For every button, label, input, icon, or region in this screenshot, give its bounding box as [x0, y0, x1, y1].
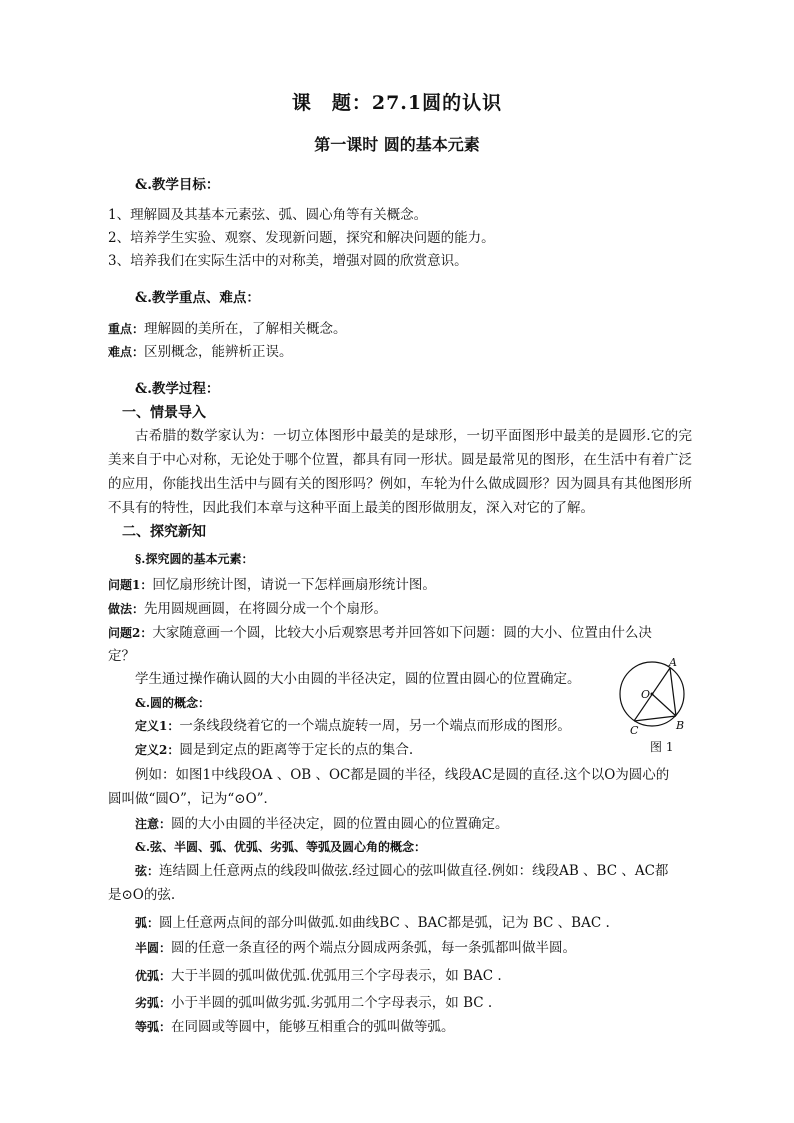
major-arc-line: [135, 967, 502, 985]
hard-point-label: 难点：: [108, 345, 145, 359]
definition-1-label: 定义1：: [135, 719, 180, 733]
chord-label: 弦：: [135, 864, 160, 878]
definition-1-line: [135, 717, 571, 735]
figure-caption: 图 1: [650, 740, 674, 754]
keypoints-heading: &.教学重点、难点：: [135, 290, 260, 306]
chord-text: 连结圆上任意两点的线段叫做弦.经过圆心的弦叫做直径.例如：线段AB 、BC 、AC都: [159, 863, 669, 879]
minor-arc-label: 劣弧：: [135, 996, 172, 1010]
question-2-label: 问题2：: [108, 626, 153, 640]
page-title: 课 题：27.1圆的认识: [291, 92, 503, 114]
arc-text: 圆上任意两点间的部分叫做弧.如曲线BC 、BAC都是弧，记为 BC 、BAC .: [159, 915, 610, 931]
point-o-label: O: [641, 688, 651, 701]
note-label: 注意：: [135, 817, 172, 831]
equal-arc-label: 等弧：: [135, 1020, 172, 1034]
method-line: [108, 600, 387, 618]
question-2-line: [108, 624, 652, 642]
point-b-label: B: [676, 719, 685, 732]
example-line-1: 例如：如图1中线段OA 、OB 、OC都是圆的半径，线段AC是圆的直径.这个以O为圆心的: [135, 767, 670, 783]
question-2-text: 大家随意画一个圆，比较大小后观察思考并回答如下问题：圆的大小、位置由什么决: [152, 625, 652, 641]
point-c-label: C: [630, 724, 639, 737]
semicircle-label: 半圆：: [135, 941, 172, 955]
equal-arc-line: [135, 1018, 455, 1036]
point-a-label: A: [669, 656, 677, 669]
equal-arc-text: 在同圆或等圆中，能够互相重合的弧叫做等弧。: [171, 1019, 455, 1035]
process-heading: &.教学过程：: [135, 381, 220, 397]
goal-item-2: 2、培养学生实验、观察、发现新问题，探究和解决问题的能力。: [108, 230, 495, 246]
method-text: 先用圆规画圆，在将圆分成一个个扇形。: [144, 601, 388, 617]
goal-item-3: 3、培养我们在实际生活中的对称美，增强对圆的欣赏意识。: [108, 253, 468, 269]
note-line: [135, 815, 509, 833]
students-text: 学生通过操作确认圆的大小由圆的半径决定，圆的位置由圆心的位置确定。: [135, 671, 581, 687]
center-point: [651, 693, 654, 696]
chord-ab: [670, 668, 676, 716]
goals-heading: &.教学目标：: [135, 177, 220, 193]
definition-1-text: 一条线段绕着它的一个端点旋转一周，另一个端点而形成的图形。: [179, 718, 571, 734]
semicircle-line: [135, 939, 576, 957]
major-arc-label: 优弧：: [135, 969, 172, 983]
minor-arc-line: [135, 994, 492, 1012]
goal-item-1: 1、理解圆及其基本元素弦、弧、圆心角等有关概念。: [108, 207, 428, 223]
hard-point-text: 区别概念，能辨析正误。: [144, 344, 293, 360]
intro-paragraph: 古希腊的数学家认为：一切立体图形中最美的是球形，一切平面图形中最美的是圆形.它的完美来自于中心对称，无论处于哪个位置，都具有同一形状。圆是最常见的图形，在生活中有着广泛的应用，你能找出生活中与圆有关的图形吗？例如，车轮为什么做成圆形？因为圆具有其他图形所不具有的特性，因此我们本章与这种平面上最美的图形做朋友，深入对它的了解。: [108, 428, 692, 516]
arc-label: 弧：: [135, 916, 160, 930]
question-1-line: [108, 576, 436, 594]
definition-2-line: [135, 741, 413, 759]
method-label: 做法：: [108, 602, 145, 616]
minor-arc-text: 小于半圆的弧叫做劣弧.劣弧用二个字母表示，如 BC .: [171, 995, 493, 1011]
chord-continued: 是⊙O的弦.: [108, 887, 176, 903]
question-1-label: 问题1：: [108, 578, 153, 592]
key-point-text: 理解圆的美所在，了解相关概念。: [144, 321, 347, 337]
concept-heading: &.圆的概念：: [135, 696, 211, 710]
chord-line: [135, 862, 668, 880]
hard-point-line: [108, 343, 293, 361]
note-text: 圆的大小由圆的半径决定，圆的位置由圆心的位置确定。: [171, 816, 509, 832]
section-intro-heading: 一、情景导入: [122, 405, 206, 421]
radius-ob: [652, 694, 676, 716]
major-arc-text: 大于半圆的弧叫做优弧.优弧用三个字母表示，如 BAC .: [171, 968, 502, 984]
definition-2-label: 定义2：: [135, 743, 180, 757]
definition-2-text: 圆是到定点的距离等于定长的点的集合.: [179, 742, 414, 758]
semicircle-text: 圆的任意一条直径的两个端点分圆成两条弧，每一条弧都叫做半圆。: [171, 940, 577, 956]
question-2-continued: 定？: [108, 648, 135, 664]
page-subtitle: 第一课时 圆的基本元素: [314, 135, 480, 154]
key-point-line: [108, 320, 347, 338]
example-line-2: 圆叫做“圆O”，记为“⊙O”．: [108, 791, 278, 807]
question-1-text: 回忆扇形统计图，请说一下怎样画扇形统计图。: [152, 577, 436, 593]
section-explore-heading: 二、探究新知: [122, 524, 206, 540]
key-point-label: 重点：: [108, 322, 145, 336]
arc-line: [135, 914, 610, 932]
explore-heading: §.探究圆的基本元素：: [135, 552, 254, 566]
arc-concepts-heading: &.弦、半圆、弧、优弧、劣弧、等弧及圆心角的概念：: [135, 840, 427, 854]
